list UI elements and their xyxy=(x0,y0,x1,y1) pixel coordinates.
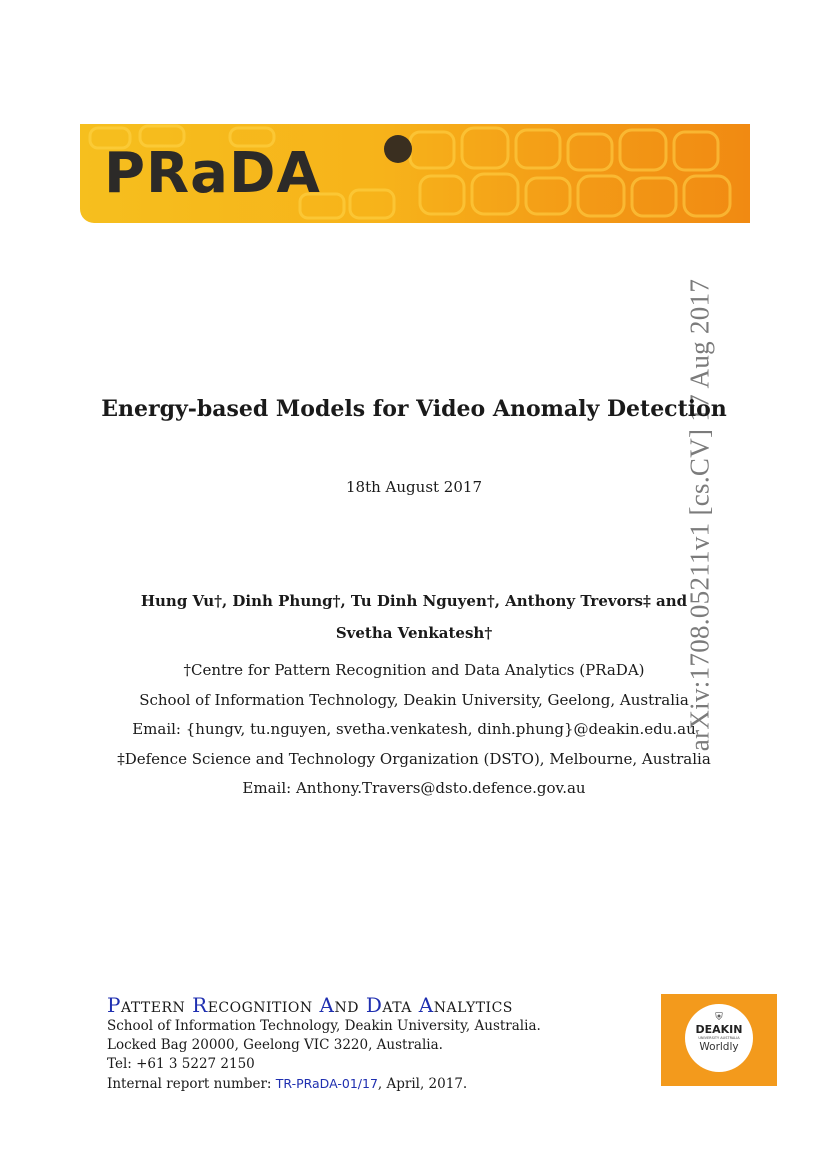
group-word-rest: ecognition xyxy=(207,993,313,1017)
author-list xyxy=(0,585,828,649)
report-footer xyxy=(107,993,647,1094)
group-word-cap: P xyxy=(107,993,121,1017)
paper-title: Energy-based Models for Video Anomaly Detection xyxy=(101,396,727,422)
address-line: School of Information Technology, Deakin University, Australia. xyxy=(107,1018,541,1034)
deakin-name: DEAKIN xyxy=(695,1023,743,1036)
author-line-2: Svetha Venkatesh† xyxy=(335,624,493,642)
group-word-cap: D xyxy=(365,993,383,1017)
deakin-subtitle: UNIVERSITY AUSTRALIA xyxy=(698,1036,740,1040)
email-line: Email: Anthony.Travers@dsto.defence.gov.au xyxy=(242,779,586,797)
prada-banner xyxy=(80,124,750,223)
affiliation-line: School of Information Technology, Deakin University, Geelong, Australia xyxy=(139,690,689,709)
group-word-rest: attern xyxy=(120,993,186,1017)
report-number-line xyxy=(107,1074,647,1094)
report-number-link[interactable]: TR-PRaDA-01/17 xyxy=(275,1076,378,1091)
group-word-rest: nd xyxy=(334,993,359,1017)
affiliation-line: ‡Defence Science and Technology Organization (DSTO), Melbourne, Australia xyxy=(117,749,711,768)
email-line: Email: {hungv, tu.nguyen, svetha.venkatesh, dinh.phung}@deakin.edu.au xyxy=(132,720,696,738)
group-name xyxy=(107,993,647,1017)
deakin-tagline: Worldly xyxy=(699,1041,739,1053)
shield-crest-icon: ⛨ xyxy=(715,1012,723,1023)
logo-dot-icon xyxy=(384,135,412,163)
author-line-1: Hung Vu†, Dinh Phung†, Tu Dinh Nguyen†, Anthony Trevors‡ and xyxy=(140,592,688,610)
group-word-rest: nalytics xyxy=(433,993,513,1017)
group-word-cap: A xyxy=(319,993,335,1017)
group-word-rest: ata xyxy=(382,993,412,1017)
arxiv-stamp-text: arXiv:1708.05211v1 [cs.CV] 17 Aug 2017 xyxy=(684,278,715,752)
report-prefix: Internal report number: xyxy=(107,1076,276,1092)
paper-date: 18th August 2017 xyxy=(346,478,482,496)
address-line: Locked Bag 20000, Geelong VIC 3220, Australia. xyxy=(107,1037,443,1053)
report-suffix: , April, 2017. xyxy=(377,1076,468,1092)
group-word-cap: R xyxy=(192,993,208,1017)
phone-line: Tel: +61 3 5227 2150 xyxy=(107,1056,255,1072)
group-word-cap: A xyxy=(418,993,434,1017)
prada-logo-text: PRaDA xyxy=(104,141,321,206)
affiliation-line: †Centre for Pattern Recognition and Data Analytics (PRaDA) xyxy=(183,661,645,679)
deakin-logo xyxy=(661,994,777,1086)
deakin-logo-circle xyxy=(685,1004,753,1072)
affiliations xyxy=(0,656,828,804)
